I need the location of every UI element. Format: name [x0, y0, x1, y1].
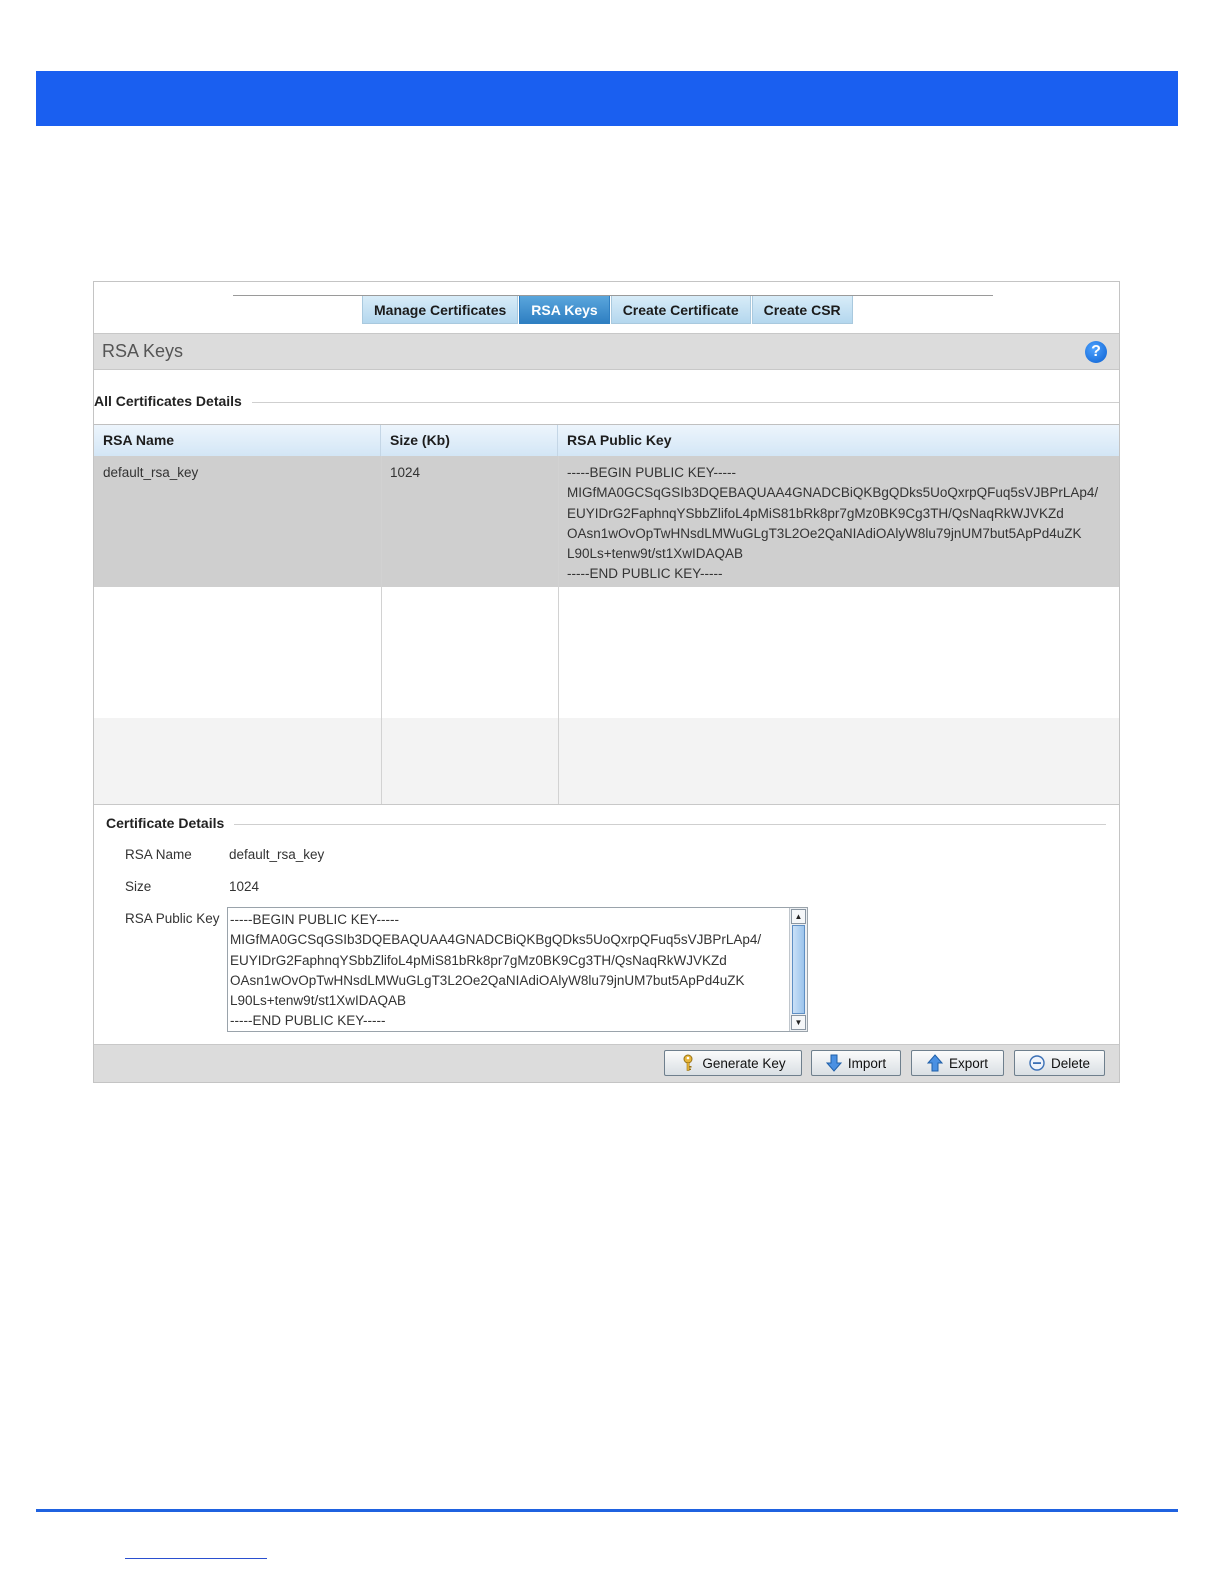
column-header-size[interactable]: Size (Kb) — [381, 425, 558, 456]
key-line: L90Ls+tenw9t/st1XwIDAQAB — [567, 546, 743, 562]
column-header-rsa-name[interactable]: RSA Name — [94, 425, 381, 456]
import-label: Import — [847, 1055, 887, 1071]
key-line: EUYIDrG2FaphnqYSbbZlifoL4pMiS81bRk8pr7gMz0BK9Cg3TH/QsNaqRkWJVKZd — [567, 505, 1064, 521]
footer-rule — [36, 1509, 1178, 1512]
key-line: EUYIDrG2FaphnqYSbbZlifoL4pMiS81bRk8pr7gMz0BK9Cg3TH/QsNaqRkWJVKZd — [230, 952, 727, 968]
column-header-public-key[interactable]: RSA Public Key — [567, 432, 672, 448]
key-line: MIGfMA0GCSqGSIb3DQEBAQUAA4GNADCBiQKBgQDks5UoQxrpQFuq5sVJBPrLAp4/ — [567, 485, 1099, 501]
key-line: L90Ls+tenw9t/st1XwIDAQAB — [230, 993, 406, 1009]
key-line: -----END PUBLIC KEY----- — [567, 566, 723, 582]
empty-row — [94, 718, 1119, 804]
vertical-scrollbar[interactable] — [789, 908, 807, 1031]
table-header — [94, 425, 1119, 457]
tab-create-certificate[interactable]: Create Certificate — [611, 296, 751, 324]
generate-key-button[interactable] — [664, 1050, 802, 1076]
export-arrow-icon — [927, 1054, 943, 1072]
key-line: -----BEGIN PUBLIC KEY----- — [567, 465, 737, 480]
key-line: OAsn1wOvOpTwHNsdLMWuGLgT3L2Oe2QaNIAdiOAlyW8lu79jnUM7but5ApPd4uZK — [567, 525, 1082, 541]
empty-row — [94, 587, 1119, 718]
column-divider — [558, 456, 559, 804]
table-bottom-border — [94, 804, 1119, 805]
scroll-thumb[interactable] — [792, 925, 805, 1014]
fieldset-rule — [244, 402, 1119, 403]
delete-label: Delete — [1050, 1055, 1091, 1071]
help-icon[interactable]: ? — [1085, 341, 1107, 363]
fieldset-rule — [234, 824, 1106, 825]
scroll-down-icon[interactable]: ▼ — [791, 1015, 806, 1030]
export-label: Export — [948, 1055, 989, 1071]
tab-create-csr[interactable]: Create CSR — [752, 296, 853, 324]
cell-public-key — [558, 456, 1119, 585]
table-row[interactable] — [94, 456, 1119, 587]
generate-key-label: Generate Key — [702, 1055, 786, 1071]
scroll-up-icon[interactable]: ▲ — [791, 909, 806, 924]
cell-rsa-name: default_rsa_key — [103, 465, 199, 480]
key-icon — [680, 1054, 696, 1072]
import-arrow-icon — [826, 1054, 842, 1072]
all-certificates-title: All Certificates Details — [94, 393, 252, 409]
delete-button[interactable] — [1014, 1050, 1105, 1076]
import-button[interactable] — [811, 1050, 901, 1076]
footer-link-underline — [125, 1558, 267, 1559]
rsa-name-value: default_rsa_key — [229, 847, 325, 862]
tab-rsa-keys[interactable]: RSA Keys — [519, 296, 609, 324]
public-key-textarea[interactable] — [227, 907, 808, 1032]
rsa-keys-table — [94, 424, 1119, 805]
size-value: 1024 — [229, 879, 260, 894]
rsa-keys-panel — [93, 281, 1120, 1083]
column-divider — [381, 456, 382, 804]
key-line: MIGfMA0GCSqGSIb3DQEBAQUAA4GNADCBiQKBgQDks5UoQxrpQFuq5sVJBPrLAp4/ — [230, 932, 762, 948]
rsa-name-label: RSA Name — [125, 847, 192, 862]
key-line: -----END PUBLIC KEY----- — [230, 1013, 386, 1029]
section-header — [94, 333, 1119, 370]
tab-bar — [362, 296, 854, 324]
page-title: RSA Keys — [102, 341, 184, 361]
public-key-label: RSA Public Key — [125, 911, 220, 926]
tab-manage-certificates[interactable]: Manage Certificates — [362, 296, 518, 324]
key-line: OAsn1wOvOpTwHNsdLMWuGLgT3L2Oe2QaNIAdiOAlyW8lu79jnUM7but5ApPd4uZK — [230, 972, 745, 988]
action-toolbar — [94, 1044, 1119, 1082]
size-label: Size — [125, 879, 152, 894]
export-button[interactable] — [911, 1050, 1004, 1076]
top-banner — [36, 71, 1178, 126]
cell-size: 1024 — [390, 465, 421, 480]
key-line: -----BEGIN PUBLIC KEY----- — [230, 912, 400, 927]
certificate-details-title: Certificate Details — [106, 815, 234, 831]
public-key-text — [230, 910, 789, 1032]
delete-icon — [1029, 1054, 1045, 1072]
